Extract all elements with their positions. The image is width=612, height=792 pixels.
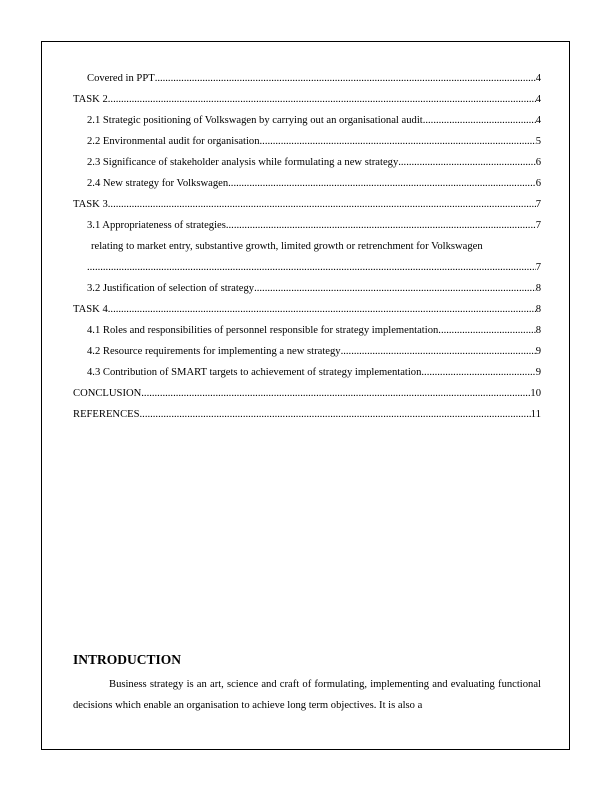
toc-entry[interactable] xyxy=(73,173,541,194)
toc-entry-label: TASK 4 xyxy=(73,304,108,315)
toc-entry-label: Covered in PPT xyxy=(87,73,155,84)
toc-dot-leader xyxy=(141,383,530,404)
toc-dot-leader xyxy=(87,257,536,278)
toc-entry-page: 9 xyxy=(535,346,541,357)
toc-entry[interactable] xyxy=(73,236,541,257)
toc-entry-page: 4 xyxy=(535,73,541,84)
toc-entry[interactable] xyxy=(73,215,541,236)
toc-entry[interactable] xyxy=(73,383,541,404)
toc-entry-label: 3.1 Appropriateness of strategies xyxy=(87,220,226,231)
toc-entry[interactable] xyxy=(73,320,541,341)
toc-entry-page: 9 xyxy=(535,367,541,378)
introduction-heading: INTRODUCTION xyxy=(73,652,182,667)
toc-entry[interactable] xyxy=(73,341,541,362)
toc-entry[interactable] xyxy=(73,257,541,278)
toc-dot-leader xyxy=(341,341,536,362)
toc-entry-page: 7 xyxy=(535,262,541,273)
toc-entry[interactable] xyxy=(73,278,541,299)
toc-entry-page: 5 xyxy=(535,136,541,147)
toc-entry-page: 11 xyxy=(530,409,541,420)
toc-entry-label: REFERENCES xyxy=(73,409,140,420)
toc-entry-label: 2.4 New strategy for Volkswagen xyxy=(87,178,229,189)
toc-entry[interactable] xyxy=(73,131,541,152)
toc-entry-label: 4.1 Roles and responsibilities of personnel responsible for strategy implementation xyxy=(87,325,439,336)
table-of-contents xyxy=(73,68,541,425)
toc-dot-leader xyxy=(228,173,536,194)
toc-entry-page: 7 xyxy=(535,199,541,210)
toc-entry-page: 4 xyxy=(535,94,541,105)
toc-entry[interactable] xyxy=(73,194,541,215)
toc-entry-label: 2.3 Significance of stakeholder analysis while formulating a new strategy xyxy=(87,157,399,168)
introduction-paragraph: Business strategy is an art, science and craft of formulating, implementing and evaluating functional decisions which enable an organisation to achieve long term objectives. It is also a xyxy=(73,679,541,711)
toc-dot-leader xyxy=(423,110,536,131)
toc-entry-page: 8 xyxy=(535,283,541,294)
toc-entry-page: 8 xyxy=(535,304,541,315)
toc-entry-page: 10 xyxy=(530,388,541,399)
toc-entry-label: TASK 3 xyxy=(73,199,108,210)
toc-dot-leader xyxy=(108,194,536,215)
toc-dot-leader xyxy=(398,152,535,173)
toc-entry-label: TASK 2 xyxy=(73,94,108,105)
toc-entry[interactable] xyxy=(73,68,541,89)
toc-dot-leader xyxy=(108,89,536,110)
toc-dot-leader xyxy=(260,131,536,152)
toc-entry-label: CONCLUSION xyxy=(73,388,142,399)
toc-entry[interactable] xyxy=(73,89,541,110)
toc-dot-leader xyxy=(140,404,531,425)
toc-entry-label: 2.1 Strategic positioning of Volkswagen by carrying out an organisational audit xyxy=(87,115,423,126)
toc-dot-leader xyxy=(438,320,535,341)
toc-entry-label: 3.2 Justification of selection of strategy xyxy=(87,283,255,294)
toc-entry[interactable] xyxy=(73,299,541,320)
toc-entry-page: 6 xyxy=(535,178,541,189)
toc-dot-leader xyxy=(421,362,535,383)
toc-entry[interactable] xyxy=(73,152,541,173)
toc-entry-page: 6 xyxy=(535,157,541,168)
toc-entry-page: 7 xyxy=(535,220,541,231)
toc-entry-label: 4.2 Resource requirements for implementing a new strategy xyxy=(87,346,341,357)
toc-entry[interactable] xyxy=(73,404,541,425)
toc-dot-leader xyxy=(155,68,536,89)
toc-entry-label: relating to market entry, substantive growth, limited growth or retrenchment for Volkswagen xyxy=(91,241,483,252)
toc-entry[interactable] xyxy=(73,110,541,131)
toc-entry-page: 8 xyxy=(535,325,541,336)
toc-entry-label: 2.2 Environmental audit for organisation xyxy=(87,136,260,147)
toc-dot-leader xyxy=(226,215,536,236)
toc-entry[interactable] xyxy=(73,362,541,383)
toc-entry-page: 4 xyxy=(535,115,541,126)
toc-dot-leader xyxy=(254,278,536,299)
toc-entry-label: 4.3 Contribution of SMART targets to achievement of strategy implementation xyxy=(87,367,422,378)
toc-dot-leader xyxy=(108,299,536,320)
